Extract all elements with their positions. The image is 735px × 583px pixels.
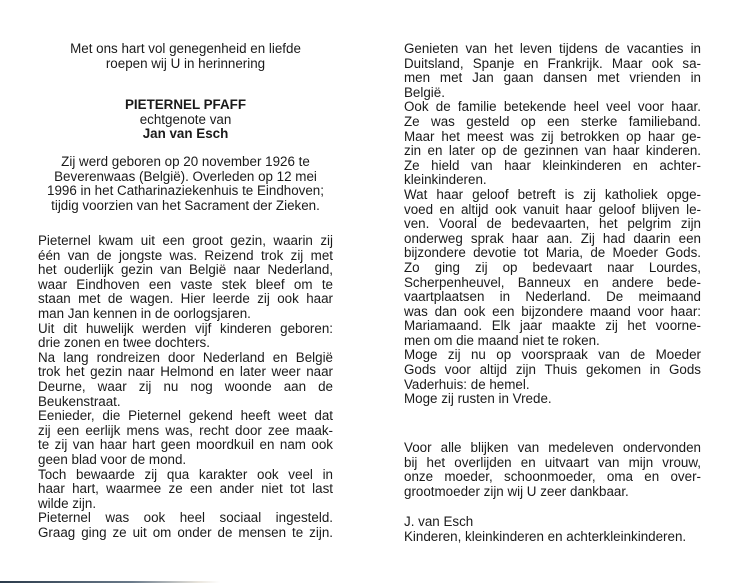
text-line: onderweg sprak haar aan. Zij had daarin een (404, 230, 701, 246)
text-line: Deurne, waar zij nu nog woonde aan de (38, 378, 333, 394)
text-line: Eenieder, die Pieternel gekend heeft weet dat (38, 408, 333, 424)
text-line: Graag ging ze uit om onder de mensen te zijn. (38, 524, 333, 540)
text-line: Mariamaand. Elk jaar maakte zij het voorne- (404, 318, 701, 334)
text-line: Maar het meest was zij betrokken op haar ge- (404, 128, 701, 144)
text-line: men om die maand niet te roken. (404, 332, 600, 348)
text-line: Voor alle blijken van medeleven ondervonden (404, 440, 701, 455)
text-line: vaartplaatsen in Nederland. De meimaand (404, 289, 701, 305)
text-line: drie zonen en twee dochters. (38, 335, 210, 351)
text-line: Ook de familie betekende heel veel voor haar. (404, 99, 701, 115)
text-line: onze moeder, schoonmoeder, oma en over- (404, 469, 701, 485)
name-block (38, 98, 333, 142)
text-line: het ouderlijk gezin van België naar Nederland, (38, 262, 333, 278)
intro-text (38, 42, 333, 71)
text-line: trok het gezin naar Helmond en later weer naar (38, 364, 333, 380)
dates-line: Beverenwaas (België). Overleden op 12 mei (54, 168, 317, 184)
biography-right (404, 42, 701, 407)
text-line: man Jan kennen in de oorlogsjaren. (38, 305, 251, 321)
text-line: Gods voor altijd zijn Thuis gekomen in Gods (404, 362, 701, 378)
signature-line: Kinderen, kleinkinderen en achterkleinkinderen. (404, 528, 687, 544)
text-line: Na lang rondreizen door Nederland en België (38, 349, 333, 365)
text-line: Beukenstraat. (38, 393, 121, 409)
text-line: Uit dit huwelijk werden vijf kinderen geboren: (38, 320, 333, 336)
text-line: te zij van haar hart geen moordkuil en nam ook (38, 437, 333, 453)
text-line: Pieternel was ook heel sociaal ingesteld. (38, 510, 333, 526)
text-line: staan met de wagen. Hier leerde zij ook haar (38, 291, 333, 307)
text-line: bijzondere devotie tot Maria, de Moeder Gods. (404, 245, 701, 261)
text-line: Moge zij rusten in Vrede. (404, 391, 552, 407)
intro-line: Met ons hart vol genegenheid en liefde (70, 41, 301, 56)
text-line: Pieternel kwam uit een groot gezin, waarin zij (38, 233, 333, 248)
text-line: Genieten van het leven tijdens de vacanties in (404, 41, 701, 56)
text-line: Toch bewaarde zij qua karakter ook veel in (38, 466, 333, 482)
biography-left (38, 234, 333, 540)
dates-line: Zij werd geboren op 20 november 1926 te (61, 154, 310, 169)
text-line: kleinkinderen. (404, 172, 487, 188)
deceased-name: PIETERNEL PFAFF (124, 97, 247, 112)
thanks-text (404, 441, 701, 499)
signature-block (404, 515, 701, 544)
text-line: Vaderhuis: de hemel. (404, 376, 530, 392)
text-line: men met Jan gaan dansen met vrienden in (404, 70, 701, 86)
text-line: Moge zij nu op voorspraak van de Moeder (404, 347, 701, 363)
text-line: zij een eerlijk mens was, recht door zee maak- (38, 422, 333, 438)
text-line: zin en later op de gezinnen van haar kinderen. (404, 143, 701, 159)
text-line: haar hart, waarmee ze een ander niet tot last (38, 481, 333, 497)
text-line: Zo ging zij op bedevaart naar Lourdes, (404, 259, 701, 275)
text-line: grootmoeder zijn wij U zeer dankbaar. (404, 483, 629, 499)
dates-line: tijdig voorzien van het Sacrament der Zieken. (51, 197, 320, 213)
text-line: Ze hield van haar kleinkinderen en achter- (404, 157, 701, 173)
text-line: was dan ook een bijzondere maand voor haar: (404, 303, 701, 319)
text-line: voed en altijd ook vanuit haar geloof blijven le- (404, 201, 701, 217)
text-line: Scherpenheuvel, Banneux en andere bede- (404, 274, 701, 290)
text-line: Wat haar geloof betreft is zij katholiek opge- (404, 186, 701, 202)
text-line: Duitsland, Spanje en Frankrijk. Maar ook sa- (404, 55, 701, 71)
text-line: geen blad voor de mond. (38, 451, 187, 467)
text-line: wilde zijn. (38, 495, 97, 511)
text-line: België. (404, 84, 445, 100)
text-line: bij het overlijden en uitvaart van mijn vrouw, (404, 454, 701, 470)
intro-line: roepen wij U in herinnering (105, 55, 266, 71)
dates-line: 1996 in het Catharinaziekenhuis te Eindhoven; (47, 183, 324, 199)
relation-label: echtgenote van (139, 111, 232, 127)
text-line: ven. Vooral de bedevaarten, het pelgrim zijn (404, 216, 701, 232)
text-line: waar Eindhoven een vaste stek bleef om te (38, 276, 333, 292)
text-line: één van de jongste was. Reizend trok zij met (38, 247, 333, 263)
birth-death-text (38, 155, 333, 213)
text-line: Ze was gesteld op een sterke familieband. (404, 113, 701, 129)
spouse-name: Jan van Esch (142, 126, 229, 142)
signature-line: J. van Esch (404, 514, 474, 529)
